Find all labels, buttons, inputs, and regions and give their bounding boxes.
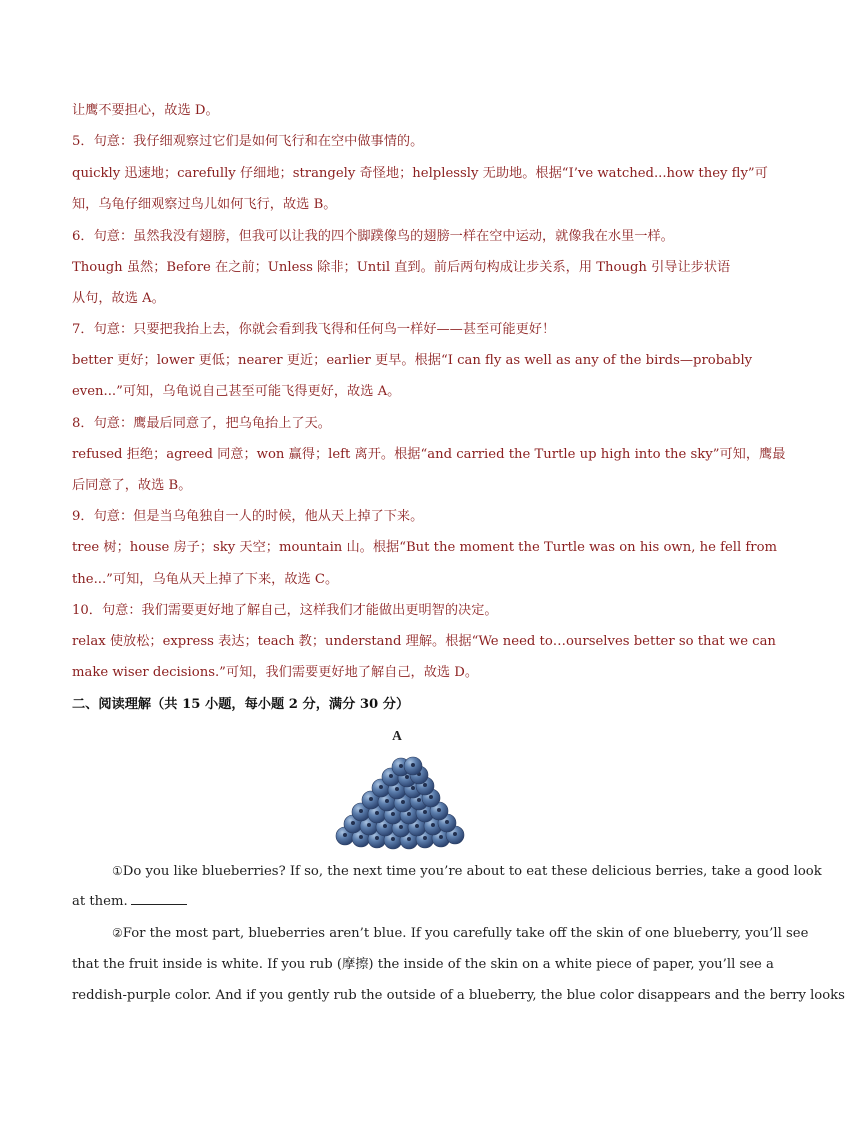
answer-line: make wiser decisions.”可知，我们需要更好地了解自己，故选 D。 [72, 665, 479, 680]
answer-line: better 更好；lower 更低；nearer 更近；earlier 更早。根据“I can fly as well as any of the birds—probably [72, 353, 753, 368]
section-heading: 二、阅读理解（共 15 小题，每小题 2 分，满分 30 分） [72, 697, 410, 712]
passage-paragraph-2-line-3: reddish-purple color. And if you gently rub the outside of a blueberry, the blue color disappears and the berry looks [72, 988, 845, 1003]
paragraph-number: ① [112, 864, 123, 878]
passage-paragraph-1-line-2: at them. [72, 892, 722, 912]
passage-paragraph-1-line-1: ①Do you like blueberries? If so, the next time you’re about to eat these delicious berries, take a good look [112, 864, 822, 879]
passage-paragraph-2-line-2: that the fruit inside is white. If you rub (摩擦) the inside of the skin on a white piece of paper, you’ll see a [72, 957, 774, 972]
answer-line: 5．句意：我仔细观察过它们是如何飞行和在空中做事情的。 [72, 134, 424, 149]
blueberries-image [331, 758, 467, 850]
answer-line: the...”可知，乌龟从天上掉了下来，故选 C。 [72, 572, 339, 587]
answer-line: even...”可知，乌龟说自己甚至可能飞得更好，故选 A。 [72, 384, 401, 399]
answer-line: 9．句意：但是当乌龟独自一人的时候，他从天上掉了下来。 [72, 509, 424, 524]
answer-blank [131, 892, 187, 905]
answer-line: 8．句意：鹰最后同意了，把乌龟抬上了天。 [72, 416, 331, 431]
answer-line: 从句，故选 A。 [72, 291, 165, 306]
answer-line: 7．句意：只要把我抬上去，你就会看到我飞得和任何鸟一样好——甚至可能更好！ [72, 322, 556, 337]
answer-line: refused 拒绝；agreed 同意；won 赢得；left 离开。根据“and carried the Turtle up high into the sky”可知，鹰最 [72, 447, 786, 462]
answer-line: quickly 迅速地；carefully 仔细地；strangely 奇怪地；helplessly 无助地。根据“I’ve watched...how they fly”可 [72, 166, 768, 181]
passage-label: A [392, 728, 402, 743]
answer-line: Though 虽然；Before 在之前；Unless 除非；Until 直到。前后两句构成让步关系，用 Though 引导让步状语 [72, 260, 731, 275]
answer-line: 让鹰不要担心，故选 D。 [72, 103, 219, 118]
answer-line: 后同意了，故选 B。 [72, 478, 192, 493]
answer-line: 知，乌龟仔细观察过鸟儿如何飞行，故选 B。 [72, 197, 337, 212]
answer-line: 6．句意：虽然我没有翅膀，但我可以让我的四个脚蹼像鸟的翅膀一样在空中运动，就像我在水里一样。 [72, 229, 674, 244]
answer-line: 10．句意：我们需要更好地了解自己，这样我们才能做出更明智的决定。 [72, 603, 498, 618]
passage-paragraph-2-line-1: ②For the most part, blueberries aren’t blue. If you carefully take off the skin of one blueberry, you’ll see [112, 926, 809, 941]
paragraph-number: ② [112, 926, 123, 940]
answer-line: tree 树；house 房子；sky 天空；mountain 山。根据“But the moment the Turtle was on his own, he fell from [72, 540, 778, 555]
answer-line: relax 使放松；express 表达；teach 教；understand 理解。根据“We need to…ourselves better so that we can [72, 634, 776, 649]
